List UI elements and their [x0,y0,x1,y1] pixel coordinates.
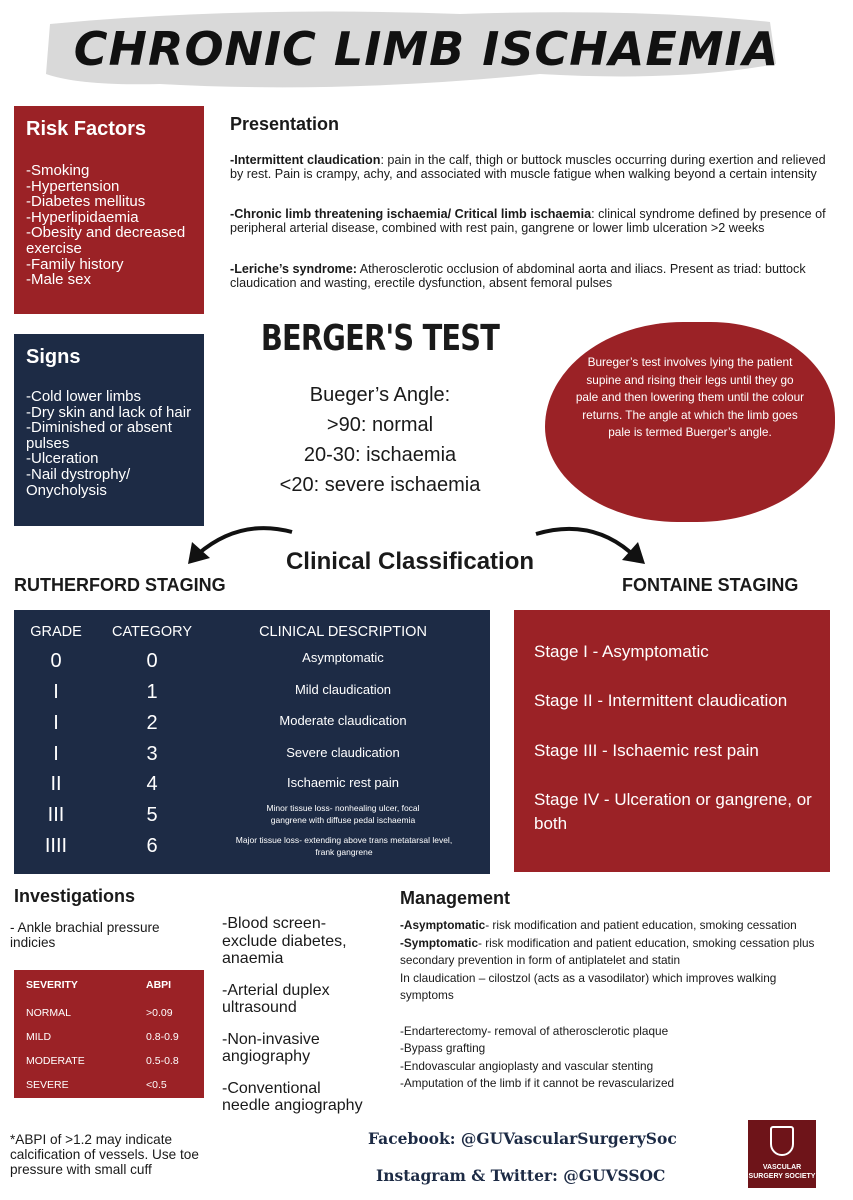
fontaine-stage: Stage IV - Ulceration or gangrene, or both [534,790,812,833]
shield-icon [770,1126,794,1156]
abpi-row [26,1007,196,1019]
investigation-item: -Non-invasive angiography [222,1030,320,1065]
description-cell: Moderate claudication [279,713,407,728]
berger-line: <20: severe ischaemia [279,474,481,496]
berger-line: Bueger’s Angle: [309,384,451,406]
logo-text: SURGERY SOCIETY [748,1173,816,1180]
description-cell: Asymptomatic [302,650,384,665]
category-cell: 3 [146,743,158,765]
signs-box [14,334,204,526]
management-asymptomatic [400,917,832,935]
abpi-header: ABPI [146,979,172,991]
society-logo [748,1120,816,1188]
other-investigations [222,915,372,1129]
risk-factor-item: -Family history [26,255,124,273]
berger-line: >90: normal [326,414,434,436]
grade-cell: 0 [50,650,62,672]
description-cell: Minor tissue loss- nonhealing ulcer, focal gangrene with diffuse pedal ischaemia [266,803,420,825]
sign-item: -Nail dystrophy/ Onycholysis [26,465,131,499]
instagram-twitter-handle[interactable]: Instagram & Twitter: @GUVSSOC [376,1166,666,1185]
management-surgical-item: -Endovascular angioplasty and vascular stenting [400,1058,654,1073]
grade-cell: II [50,773,62,795]
berger-description-blob [545,322,835,522]
description-cell: Major tissue loss- extending above trans metatarsal level, frank gangrene [235,835,453,857]
berger-description: Bureger’s test involves lying the patient supine and rising their legs until they go pale and then lowering them until the colour returns. The angle at which the limb goes pale is termed Buerger’s angle. [575,355,805,439]
abpi-header: SEVERITY [26,979,78,991]
category-cell: 2 [146,712,158,734]
risk-factor-item: -Diabetes mellitus [26,193,146,211]
management-heading: Management [400,888,511,908]
presentation-item [230,262,830,290]
category-cell: 1 [146,681,158,703]
presentation-heading: Presentation [230,114,340,134]
description-cell: Ischaemic rest pain [287,775,399,790]
abpi-value: <0.5 [146,1079,167,1091]
abpi-row [26,1031,196,1043]
risk-factor-item: -Hyperlipidaemia [26,208,139,226]
rutherford-table [14,610,490,874]
management-claudication: In claudication – cilostzol (acts as a vasodilator) which improves walking symptoms [400,970,777,1002]
management-detail: - risk modification and patient education, smoking cessation [485,918,797,932]
management-symptomatic [400,935,832,970]
presentation-text: : pain in the calf, thigh or buttock muscles occurring during exertion and relieved by rest. Pain is crampy, achy, and associated with muscle fatigue when walking beyond a certain intensity [230,153,826,181]
abpi-value: >0.09 [146,1007,173,1019]
presentation-item [230,153,830,181]
page-title: CHRONIC LIMB ISCHAEMIA [73,22,780,76]
table-header: CLINICAL DESCRIPTION [259,624,427,640]
fontaine-box [514,610,830,872]
management-surgical-item: -Endarterectomy- removal of atherosclerotic plaque [400,1023,669,1038]
management-text [400,917,832,1093]
grade-cell: III [47,804,65,826]
risk-factor-item: -Obesity and decreased exercise [26,224,186,257]
fontaine-heading: FONTAINE STAGING [622,575,799,595]
abpi-severity: NORMAL [26,1007,71,1019]
risk-factor-item: -Smoking [26,162,90,179]
table-header: GRADE [30,624,82,640]
category-cell: 4 [146,773,158,795]
management-term: -Asymptomatic [400,918,486,932]
presentation-term: -Chronic limb threatening ischaemia/ Critical limb ischaemia [230,207,592,221]
abpi-severity: MILD [26,1031,52,1043]
sign-item: -Ulceration [26,450,99,468]
abpi-table [14,970,204,1098]
berger-test-heading: BERGER'S TEST [260,318,500,359]
investigation-item: -Arterial duplex ultrasound [222,981,330,1016]
abpi-row [26,1055,196,1067]
management-term: -Symptomatic [400,935,479,950]
risk-factor-item: -Hypertension [26,177,120,195]
fontaine-stage: Stage II - Intermittent claudication [534,691,788,710]
category-cell: 5 [146,804,158,826]
abpi-row [26,1079,196,1091]
risk-factors-heading: Risk Factors [26,118,147,140]
investigations-heading: Investigations [14,886,136,906]
sign-item: -Cold lower limbs [26,388,142,405]
fontaine-stage: Stage I - Asymptomatic [534,642,709,661]
presentation-text: Atherosclerotic occlusion of abdominal aorta and iliacs. Present as triad: buttock claudication and wasting, erectile dysfunction, absent femoral pulses [230,262,806,290]
presentation-text: : clinical syndrome defined by presence of peripheral arterial disease, combined with rest pain, gangrene or lower limb ulceration >2 weeks [230,207,826,235]
description-cell: Mild claudication [294,682,392,697]
abpi-severity: SEVERE [26,1079,69,1091]
sign-item: -Dry skin and lack of hair [26,403,192,421]
abpi-value: 0.8-0.9 [146,1031,179,1043]
presentation-item [230,207,830,235]
category-cell: 0 [146,650,158,672]
rutherford-heading: RUTHERFORD STAGING [14,575,226,595]
grade-cell: I [53,681,59,703]
category-cell: 6 [146,835,158,857]
clinical-classification-heading: Clinical Classification [285,548,535,575]
management-surgical-item: -Amputation of the limb if it cannot be revascularized [400,1076,675,1090]
investigation-item: -Conventional needle angiography [222,1079,363,1114]
risk-factor-item: -Male sex [26,271,92,289]
grade-cell: IIII [44,835,68,857]
abpi-note: *ABPI of >1.2 may indicate calcification of vessels. Use toe pressure with small cuff [10,1132,199,1177]
management-detail: - risk modification and patient education, smoking cessation plus secondary prevention in form of antiplatelet and statin [400,935,815,967]
sign-item: -Diminished or absent pulses [26,419,172,452]
fontaine-stage: Stage III - Ischaemic rest pain [534,741,759,760]
risk-factors-box [14,106,204,314]
table-header: CATEGORY [111,624,193,640]
logo-text: VASCULAR [762,1164,802,1171]
presentation-term: -Intermittent claudication [230,153,381,167]
abpi-value: 0.5-0.8 [146,1055,179,1067]
investigation-item: -Blood screen- exclude diabetes, anaemia [222,915,347,967]
facebook-handle[interactable]: Facebook: @GUVascularSurgerySoc [368,1129,677,1148]
abpi-severity: MODERATE [26,1055,85,1067]
management-surgical-item: -Bypass grafting [400,1041,486,1055]
berger-line: 20-30: ischaemia [303,444,457,466]
abpi-text: - Ankle brachial pressure indicies [10,920,160,950]
presentation-term: -Leriche’s syndrome: [230,262,357,276]
grade-cell: I [53,743,59,765]
signs-heading: Signs [26,346,81,368]
grade-cell: I [53,712,59,734]
description-cell: Severe claudication [286,745,400,760]
abpi-header-row [26,979,196,991]
berger-angle-list [255,380,505,500]
